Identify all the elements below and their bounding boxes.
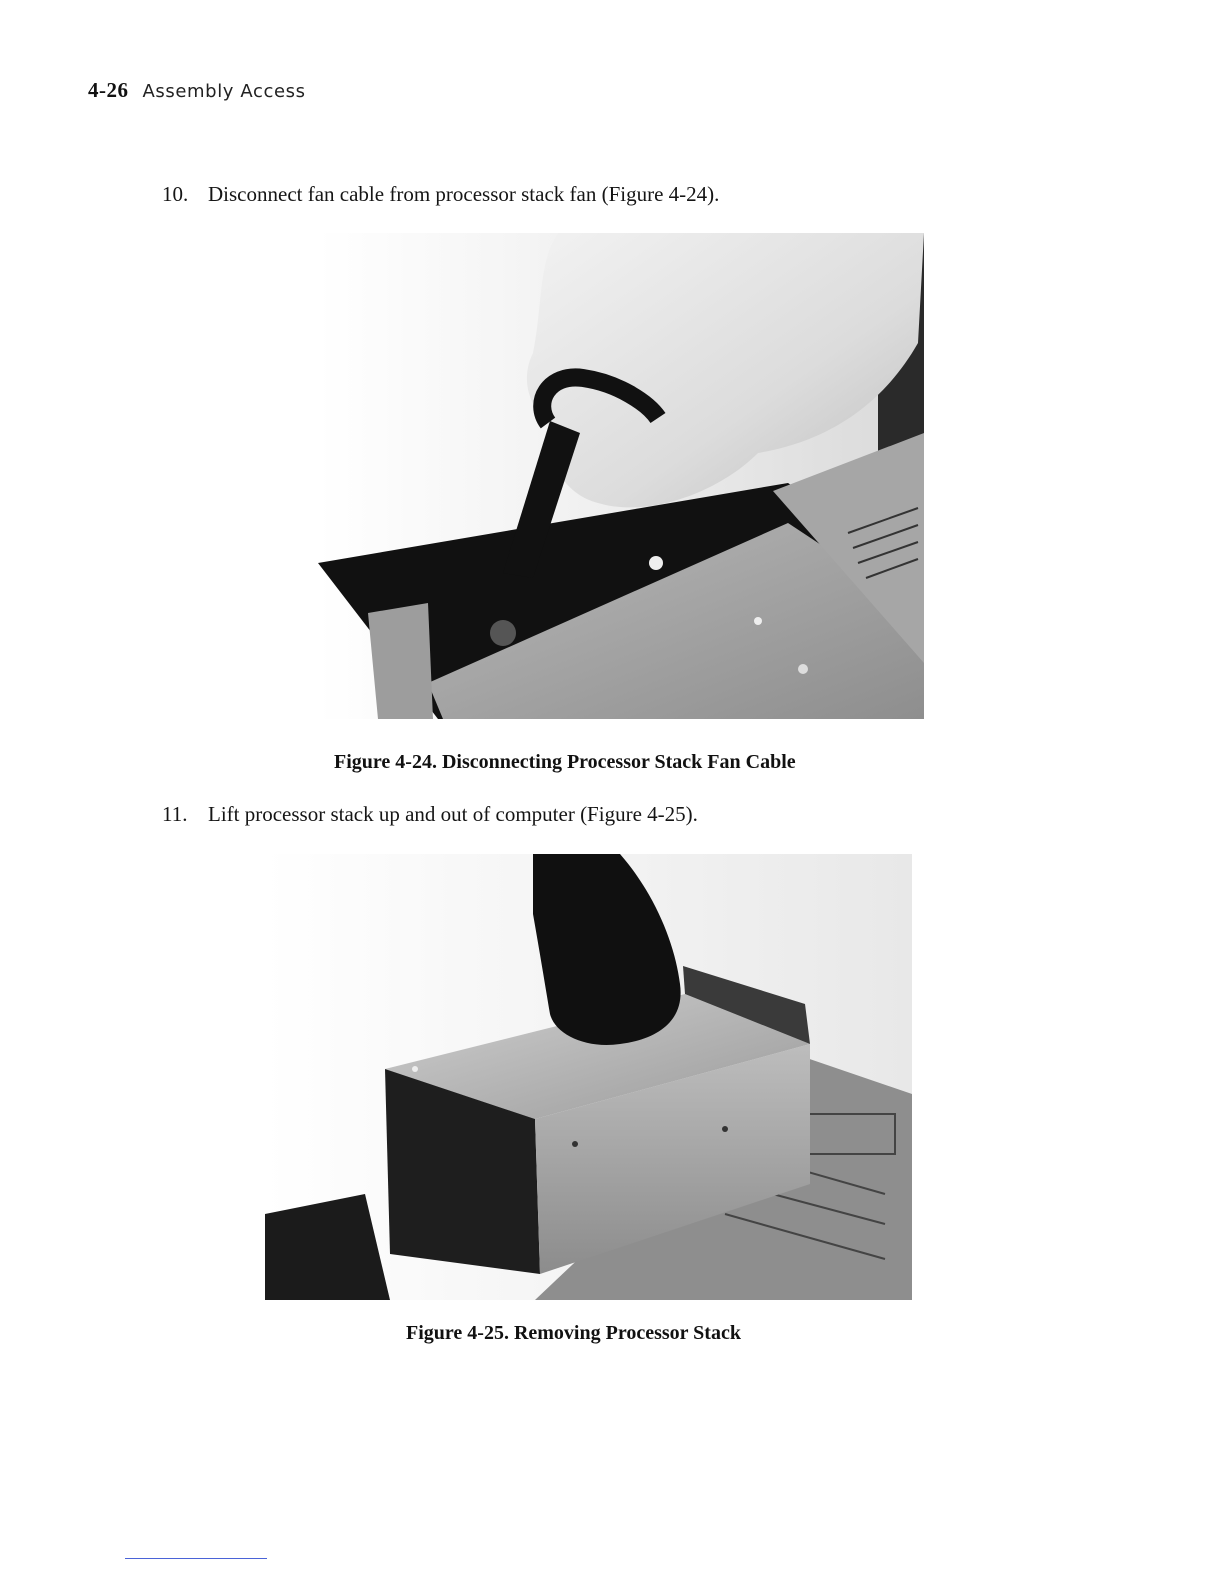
footer-rule bbox=[125, 1558, 267, 1559]
page-number: 4-26 bbox=[88, 78, 129, 102]
page-header bbox=[88, 78, 306, 103]
figure-4-24-photo bbox=[318, 233, 924, 719]
figure-4-24-caption: Figure 4-24. Disconnecting Processor Stack Fan Cable bbox=[334, 751, 796, 773]
figure-4-25-photo bbox=[265, 854, 912, 1300]
figure-4-25-caption: Figure 4-25. Removing Processor Stack bbox=[406, 1322, 741, 1344]
step-10 bbox=[162, 182, 719, 207]
step-text: Disconnect fan cable from processor stack fan (Figure 4-24). bbox=[208, 182, 720, 206]
step-11 bbox=[162, 802, 698, 827]
step-number: 11. bbox=[162, 802, 188, 826]
step-text: Lift processor stack up and out of computer (Figure 4-25). bbox=[208, 802, 698, 826]
step-number: 10. bbox=[162, 182, 189, 206]
section-title: Assembly Access bbox=[142, 81, 306, 102]
